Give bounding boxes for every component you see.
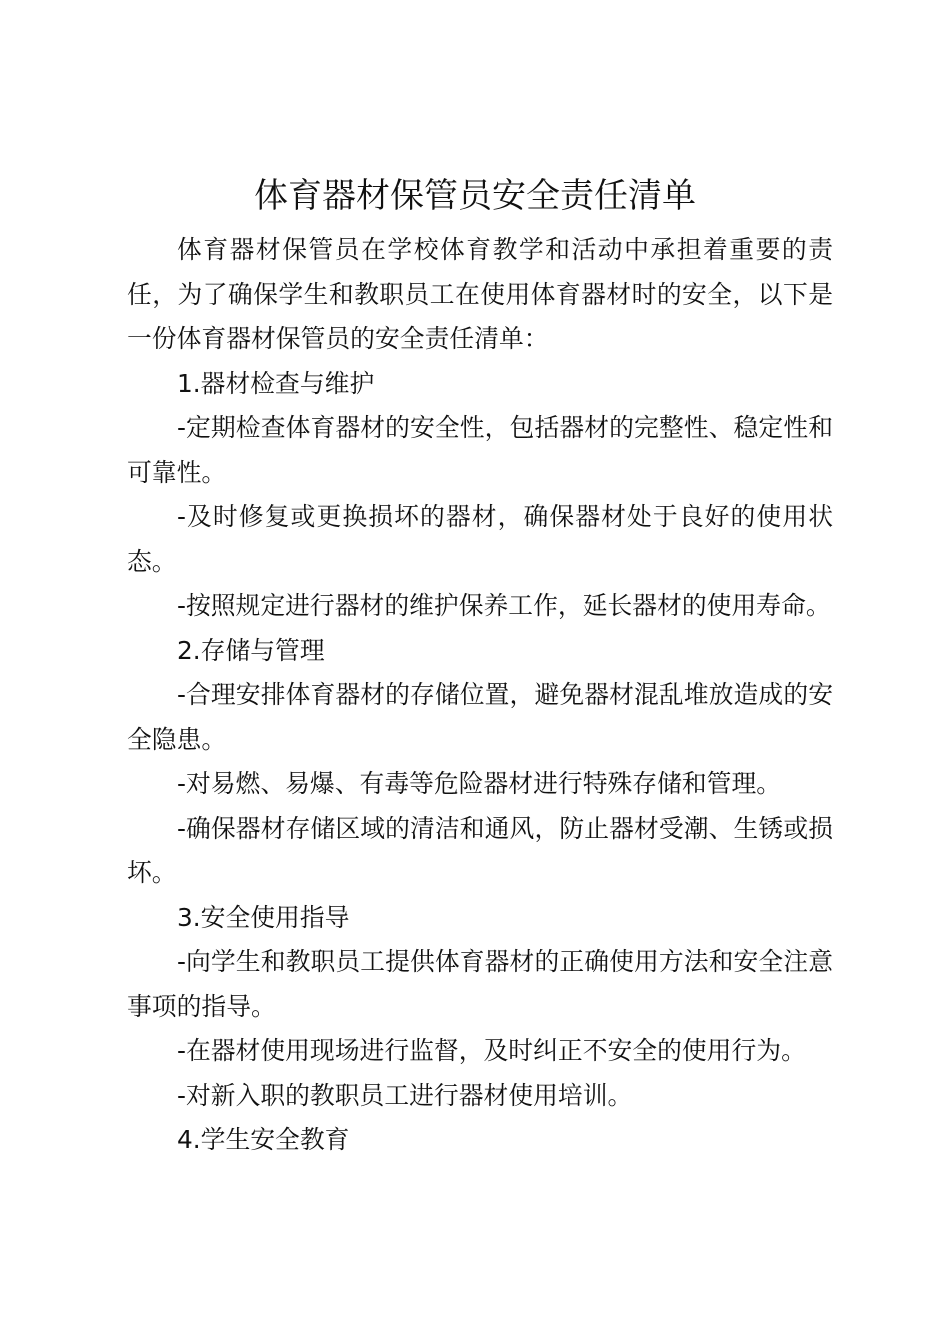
intro-paragraph: 体育器材保管员在学校体育教学和活动中承担着重要的责任，为了确保学生和教职员工在使用体育器材时的安全，以下是一份体育器材保管员的安全责任清单： [127, 235, 833, 353]
list-item: -向学生和教职员工提供体育器材的正确使用方法和安全注意事项的指导。 [127, 947, 833, 1021]
list-item: -按照规定进行器材的维护保养工作，延长器材的使用寿命。 [177, 591, 831, 620]
list-item: -定期检查体育器材的安全性，包括器材的完整性、稳定性和可靠性。 [127, 413, 833, 487]
section-heading: 2.存储与管理 [177, 635, 325, 665]
section-heading: 3.安全使用指导 [177, 902, 350, 932]
list-item: -合理安排体育器材的存储位置，避免器材混乱堆放造成的安全隐患。 [127, 680, 833, 754]
list-item: -对易燃、易爆、有毒等危险器材进行特殊存储和管理。 [177, 769, 782, 798]
document-body [127, 228, 833, 1163]
list-item: -及时修复或更换损坏的器材，确保器材处于良好的使用状态。 [127, 502, 833, 576]
list-item: -在器材使用现场进行监督，及时纠正不安全的使用行为。 [177, 1036, 806, 1065]
section-heading: 1.器材检查与维护 [177, 368, 375, 398]
section-heading: 4.学生安全教育 [177, 1125, 350, 1154]
list-item: -确保器材存储区域的清洁和通风，防止器材受潮、生锈或损坏。 [127, 813, 833, 887]
list-item: -对新入职的教职员工进行器材使用培训。 [177, 1080, 633, 1110]
document-title: 体育器材保管员安全责任清单 [254, 176, 696, 216]
